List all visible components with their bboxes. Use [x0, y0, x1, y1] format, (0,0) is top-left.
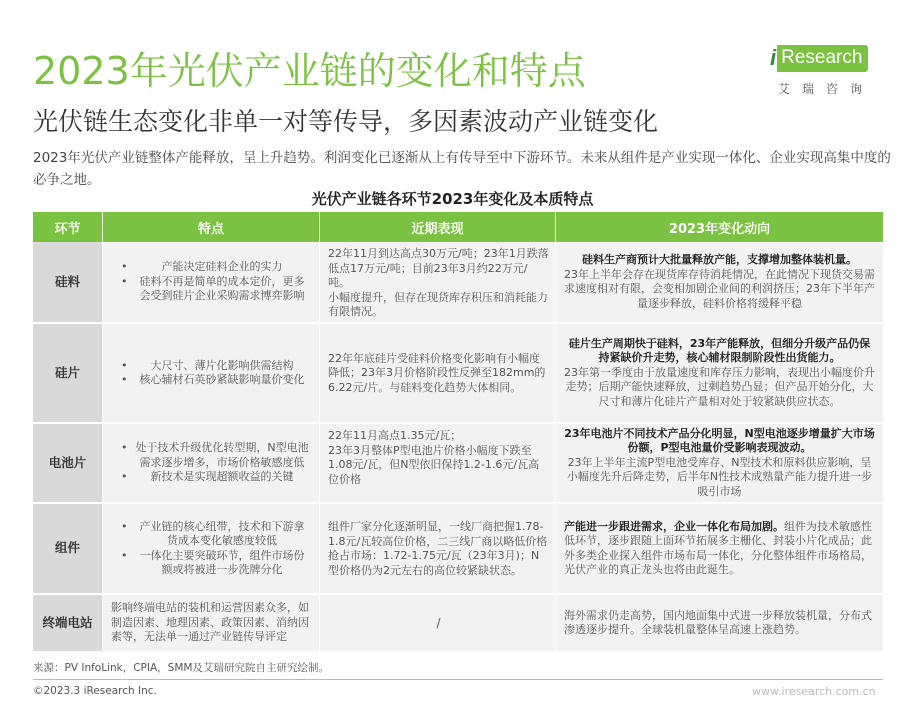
- feature-item: • 大尺寸、薄片化影响供需结构: [121, 359, 309, 374]
- copyright: ©2023.3 iResearch Inc.: [33, 685, 157, 697]
- trend-detail: 海外需求仍走高势，国内地面集中式进一步释放装机量，分布式渗透逐步提升。全球装机量整体呈高速上涨趋势。: [564, 608, 872, 636]
- features-cell: [103, 242, 320, 322]
- header-stage: 环节: [33, 212, 103, 242]
- page-title: 2023年光伏产业链的变化和特点: [33, 49, 586, 93]
- table-row: [33, 595, 883, 653]
- footer-divider: [33, 679, 883, 680]
- feature-paragraph: 影响终端电站的装机和运营因素众多，如制造因素、地理因素、政策因素、消纳因素等，无法单一通过产业链传导评定: [111, 601, 309, 644]
- performance-cell: /: [320, 595, 556, 651]
- stage-cell: 电池片: [33, 424, 103, 502]
- trend-headline: 硅片生产周期快于硅料，23年产能释放，但细分升级产品仍保持紧缺价升走势，核心辅材限制阶段性出货能力。: [568, 336, 871, 365]
- performance-cell: 组件厂家分化逐渐明显，一线厂商把握1.78-1.8元/瓦较高位价格，二三线厂商以略低价格抢占市场：1.72-1.75元/瓦（23年3月)；N型价格仍为2元左右的高位较紧缺状态。: [320, 504, 556, 593]
- feature-item: • 一体化主要突破环节，组件市场份额或将被进一步洗牌分化: [121, 549, 309, 578]
- logo-mark: [770, 44, 868, 72]
- features-cell: [103, 595, 320, 651]
- feature-item: • 新技术是实现超额收益的关键: [121, 470, 309, 485]
- trend-cell: [556, 424, 883, 502]
- table-row: [33, 504, 883, 595]
- industry-chain-table: [33, 212, 883, 653]
- performance-cell: 22年年底硅片受硅料价格变化影响有小幅度降低；23年3月价格阶段性反弹至182mm的6.22元/片。与硅料变化趋势大体相同。: [320, 324, 556, 422]
- stage-cell: 组件: [33, 504, 103, 593]
- features-cell: [103, 504, 320, 593]
- features-cell: [103, 324, 320, 422]
- table-row: [33, 424, 883, 504]
- features-cell: [103, 424, 320, 502]
- trend-cell: [556, 595, 883, 651]
- table-row: [33, 242, 883, 324]
- feature-item: • 产能决定硅料企业的实力: [121, 260, 309, 275]
- performance-cell: 22年11月高点1.35元/瓦； 23年3月整体P型电池片价格小幅度下跌至1.08元/瓦，但N型依旧保持1.2-1.6元/瓦高位价格: [320, 424, 556, 502]
- trend-cell: [556, 504, 883, 593]
- iresearch-logo: [770, 44, 885, 104]
- trend-detail: 23年上半年主流P型电池受库存、N型技术和原料供应影响，呈小幅度先升后降走势，后半年N性技术成熟量产能力提升进一步吸引市场: [566, 455, 873, 498]
- logo-chinese-name: 艾瑞咨询: [778, 82, 875, 96]
- trend-headline: 硅料生产商预计大批量释放产能，支撑增加整体装机量。: [582, 253, 857, 266]
- feature-item: • 产业链的核心纽带，技术和下游拿货成本变化敏感度较低: [121, 520, 309, 549]
- header-recent-performance: 近期表现: [320, 212, 556, 242]
- intro-paragraph: 2023年光伏产业链整体产能释放，呈上升趋势。利润变化已逐渐从上有传导至中下游环节。未来从组件是产业实现一体化、企业实现高集中度的必争之地。: [33, 150, 891, 188]
- trend-cell: [556, 324, 883, 422]
- table-header-row: [33, 212, 883, 242]
- trend-detail: 组件为技术敏感性低环节，逐步跟随上面环节拓展多主栅化、封装小片化成品；此外多类企业探入组件市场布局一体化，分化整体组件市场格局，光伏产业的真正龙头也将由此诞生。: [564, 519, 872, 576]
- logo-i: i: [770, 45, 777, 70]
- header-2023-trend: 2023年变化动向: [668, 221, 771, 237]
- trend-cell: [556, 242, 883, 322]
- trend-detail: 23年上半年会存在现货库存待消耗情况，在此情况下现货交易需求速度相对有限，会变相加剧企业间的利润挤压；23年下半年产量逐步释放，硅料价格将缓释平稳: [564, 267, 875, 310]
- page-subtitle: 光伏链生态变化非单一对等传导，多因素波动产业链变化: [33, 107, 659, 136]
- performance-cell: 22年11月到达高点30万元/吨；23年1月跌落低点17万元/吨；目前23年3月约22万元/吨。 小幅度提升，但存在现货库存积压和消耗能力有限情况。: [320, 242, 556, 322]
- watermark: www.iresearch.com.cn: [752, 685, 876, 698]
- logo-word: Research: [777, 45, 868, 72]
- trend-text-block: [564, 520, 875, 578]
- stage-cell: 硅料: [33, 242, 103, 322]
- source-note: 来源：PV InfoLink，CPIA，SMM及艾瑞研究院自主研究绘制。: [33, 662, 329, 674]
- table-title: 光伏产业链各环节2023年变化及本质特点: [311, 190, 594, 208]
- header-features: 特点: [103, 212, 320, 242]
- table-row: [33, 324, 883, 424]
- feature-item: • 核心辅材石英砂紧缺影响量价变化: [121, 373, 309, 388]
- trend-headline: 23年电池片不同技术产品分化明显，N型电池逐步增量扩大市场份额，P型电池量价受影响表现波动。: [564, 426, 875, 455]
- trend-detail: 23年第一季度由于放量速度和库存压力影响，表现出小幅度价升走势；后期产能快速释放，过剩趋势凸显；但产品开始分化，大尺寸和薄片化硅片产量相对处于较紧缺供应状态。: [564, 365, 875, 408]
- stage-cell: 终端电站: [33, 595, 103, 651]
- trend-headline: 产能进一步跟进需求，企业一体化布局加剧。: [564, 519, 784, 533]
- feature-item: • 硅料不再是简单的成本定价，更多会受到硅片企业采购需求博弈影响: [121, 275, 309, 304]
- feature-item: • 处于技术升级优化转型期，N型电池需求逐步增多，市场价格敏感度低: [121, 441, 309, 470]
- stage-cell: 硅片: [33, 324, 103, 422]
